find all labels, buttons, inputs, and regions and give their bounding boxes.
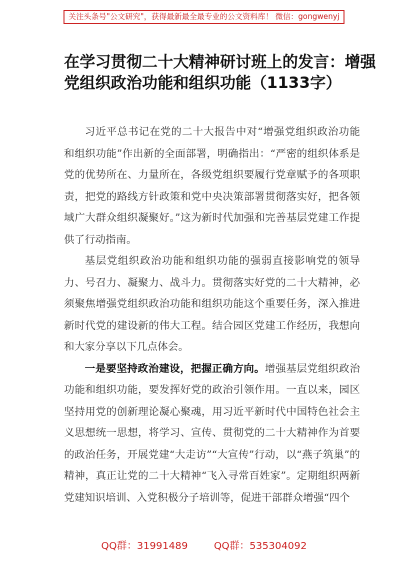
- paragraph-3-lead: 一是要坚持政治建设，把握正确方向。: [84, 362, 265, 375]
- footer-qq-group-2: QQ群：535304092: [213, 541, 307, 552]
- paragraph-1: [64, 122, 360, 251]
- paragraph-2-text: 基层党组织政治功能和组织功能的强弱直接影响党的领导力、号召力、凝聚力、战斗力。贯彻落实好党的二十大精神，必须聚焦增强党组织政治功能和组织功能这个重要任务，深入推进新时代党的建设新的伟大工程。结合园区党建工作经历，我想向和大家分享以下几点体会。: [64, 255, 360, 353]
- document-body: [64, 122, 360, 509]
- paragraph-2: [64, 251, 360, 359]
- paragraph-3: [64, 359, 360, 510]
- paragraph-1-text: 习近平总书记在党的二十大报告中对“增强党组织政治功能和组织功能”作出新的全面部署，明确指出：“严密的组织体系是党的优势所在、力量所在，各级党组织要履行党章赋予的各项职责，把党的路线方针政策和党中央决策部署贯彻落实好，把各领域广大群众组织凝聚好。”这为新时代加强和完善基层党建工作提供了行动指南。: [64, 126, 360, 246]
- document-title: 在学习贯彻二十大精神研讨班上的发言：增强党组织政治功能和组织功能（1133字）: [64, 53, 376, 92]
- footer-qq-group-1: QQ群：31991489: [101, 541, 188, 552]
- promo-banner: 关注头条号"公文研究"，获得最新最全最专业的公文资料库！ 微信：gongwenyj: [63, 10, 344, 24]
- paragraph-3-text: 增强基层党组织政治功能和组织功能，要发挥好党的政治引领作用。一直以来，园区坚持用党的创新理论凝心聚魂，用习近平新时代中国特色社会主义思想统一思想，将学习、宣传、贯彻党的二十大精神作为首要的政治任务，开展党建“大走访”“大宣传”行动，以“燕子筑巢”的精神，真正让党的二十大精神“飞入寻常百姓家”。定期组织两新党建知识培训、入党积极分子培训等，促进干部群众增强“四个: [64, 362, 361, 504]
- footer-contacts: [0, 540, 408, 554]
